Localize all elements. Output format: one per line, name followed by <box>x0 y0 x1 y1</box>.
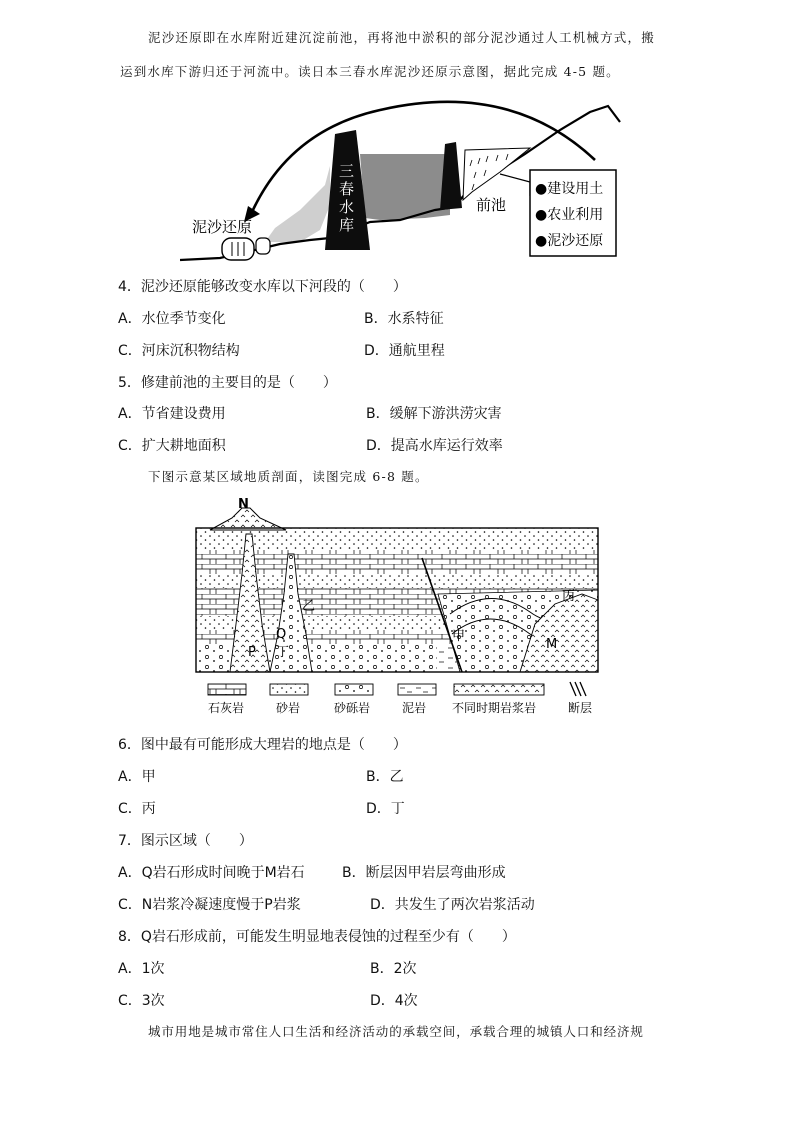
q5-option-b[interactable]: B．缓解下游洪涝灾害 <box>366 406 502 422</box>
label-q: Q <box>276 627 287 642</box>
label-yi: 乙 <box>302 599 316 614</box>
q8-option-b[interactable]: B．2次 <box>370 961 417 977</box>
label-m: M <box>546 637 558 652</box>
q8-option-a[interactable]: A．1次 <box>118 961 165 977</box>
q5-option-d[interactable]: D．提高水库运行效率 <box>366 438 503 454</box>
pool-label: 前池 <box>476 196 507 214</box>
q7-option-d[interactable]: D．共发生了两次岩浆活动 <box>370 897 535 913</box>
legend-swatch-conglomerate <box>335 684 373 695</box>
q4-option-b[interactable]: B．水系特征 <box>364 311 444 327</box>
legend-igneous: 不同时期岩浆岩 <box>452 701 537 715</box>
dam-label-3: 水 <box>339 198 355 216</box>
q5-stem: 5．修建前池的主要目的是（ ） <box>118 375 337 391</box>
label-jia: 甲 <box>452 629 466 644</box>
q6-stem: 6．图中最有可能形成大理岩的地点是（ ） <box>118 737 407 753</box>
q7-option-b[interactable]: B．断层因甲岩层弯曲形成 <box>342 865 506 881</box>
q5-option-c[interactable]: C．扩大耕地面积 <box>118 438 226 454</box>
q7-stem: 7．图示区域（ ） <box>118 833 253 849</box>
usage-item-2: ●农业利用 <box>535 207 604 223</box>
q5-option-a[interactable]: A．节省建设费用 <box>118 406 226 422</box>
dam-label-4: 库 <box>339 216 355 234</box>
q8-option-d[interactable]: D．4次 <box>370 993 418 1009</box>
q6-option-a[interactable]: A．甲 <box>118 769 156 785</box>
q6-option-d[interactable]: D．丁 <box>366 801 405 817</box>
q4-option-a[interactable]: A．水位季节变化 <box>118 311 226 327</box>
label-n: N <box>238 497 249 512</box>
q4-stem: 4．泥沙还原能够改变水库以下河段的（ ） <box>118 279 407 295</box>
sediment-bags <box>222 238 270 260</box>
q4-option-c[interactable]: C．河床沉积物结构 <box>118 343 240 359</box>
legend-swatch-mudstone <box>398 684 436 695</box>
q7-option-c[interactable]: C．N岩浆冷凝速度慢于P岩浆 <box>118 897 301 913</box>
label-p: P <box>248 645 256 660</box>
q8-stem: 8．Q岩石形成前，可能发生明显地表侵蚀的过程至少有（ ） <box>118 929 516 945</box>
sediment-plume <box>265 166 330 242</box>
usage-item-1: ●建设用土 <box>535 181 604 197</box>
stratum-lime-1 <box>196 550 598 574</box>
legend-swatch-limestone <box>208 684 246 695</box>
intro-next: 城市用地是城市常住人口生活和经济活动的承载空间，承载合理的城镇人口和经济规 <box>148 1024 644 1039</box>
left-label: 泥沙还原 <box>192 218 253 236</box>
intro-line-2: 运到水库下游归还于河流中。读日本三春水库泥沙还原示意图，据此完成 4-5 题。 <box>120 64 620 79</box>
q8-option-c[interactable]: C．3次 <box>118 993 165 1009</box>
box-pointer <box>500 174 530 196</box>
usage-item-3: ●泥沙还原 <box>535 233 604 249</box>
q4-option-d[interactable]: D．通航里程 <box>364 343 445 359</box>
front-pool-sediment <box>463 148 530 200</box>
reservoir-diagram <box>180 100 630 268</box>
legend <box>208 682 592 715</box>
dam-label-1: 三 <box>339 162 355 180</box>
q6-option-b[interactable]: B．乙 <box>366 769 404 785</box>
legend-sandstone: 砂岩 <box>276 701 301 715</box>
q6-option-c[interactable]: C．丙 <box>118 801 156 817</box>
label-bing: 丙 <box>562 589 576 604</box>
legend-fault: 断层 <box>568 701 593 715</box>
geology-section <box>190 494 610 720</box>
legend-swatch-igneous <box>454 684 544 695</box>
q7-option-a[interactable]: A．Q岩石形成时间晚于M岩石 <box>118 865 305 881</box>
intro-6-8: 下图示意某区域地质剖面，读图完成 6-8 题。 <box>148 469 429 484</box>
legend-swatch-sandstone <box>270 684 308 695</box>
legend-fault-icon <box>570 682 586 696</box>
legend-mudstone: 泥岩 <box>402 701 427 715</box>
label-ding: 丁 <box>276 645 290 660</box>
legend-limestone: 石灰岩 <box>208 701 245 715</box>
check-dam <box>440 142 462 210</box>
intro-line-1: 泥沙还原即在水库附近建沉淀前池，再将池中淤积的部分泥沙通过人工机械方式，搬 <box>148 30 655 45</box>
legend-conglomerate: 砂砾岩 <box>334 701 371 715</box>
stratum-top-sand <box>196 528 598 550</box>
dam-label-2: 春 <box>339 180 355 198</box>
